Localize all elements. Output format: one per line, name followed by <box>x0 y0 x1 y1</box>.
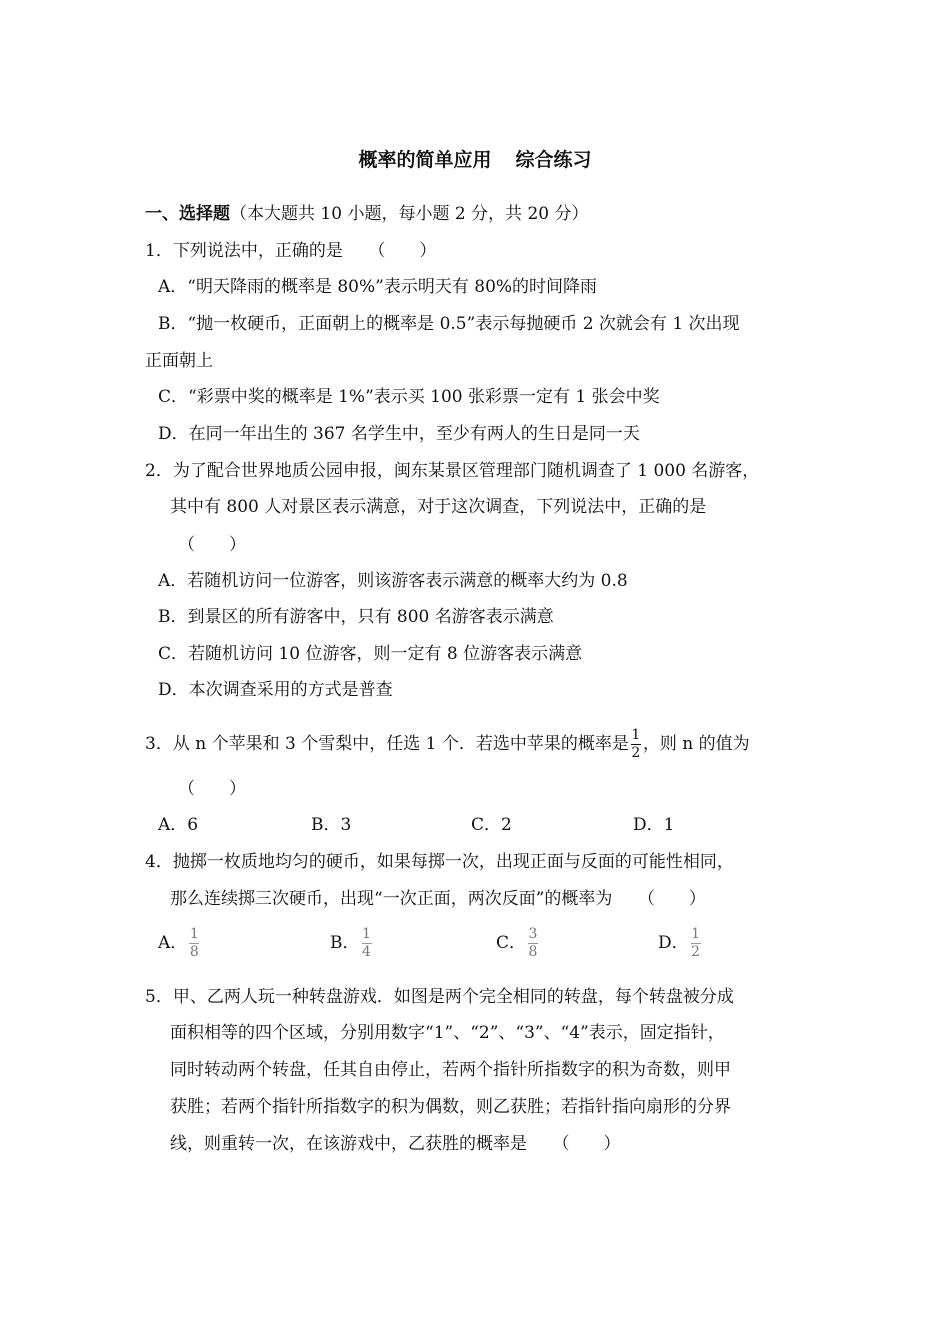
q3-option-b: B．3 <box>311 815 352 835</box>
q3-option-a: A．6 <box>158 815 199 835</box>
q4-option-b-fraction <box>362 927 372 960</box>
q2-stem-line2: 其中有 800 人对景区表示满意，对于这次调查，下列说法中，正确的是 <box>170 497 707 517</box>
page-title <box>0 150 950 170</box>
q2-option-a: A．若随机访问一位游客，则该游客表示满意的概率大约为 0.8 <box>158 571 628 591</box>
section-heading-line <box>145 204 589 224</box>
q5-stem-line2: 面积相等的四个区域，分别用数字“1”、“2”、“3”、“4”表示，固定指针， <box>170 1023 725 1043</box>
q3-stem <box>145 728 750 761</box>
q4-option-c <box>496 927 540 960</box>
q5-stem-line4: 获胜；若两个指针所指数字的积为偶数，则乙获胜；若指针指向扇形的分界 <box>170 1097 731 1117</box>
q4-stem-line1: 4．抛掷一枚质地均匀的硬币，如果每掷一次，出现正面与反面的可能性相同， <box>145 852 734 872</box>
q3-frac-num: 1 <box>631 727 641 743</box>
q2-option-d: D．本次调查采用的方式是普查 <box>158 680 393 700</box>
q4-b-den: 4 <box>362 944 371 960</box>
q1-option-d: D．在同一年出生的 367 名学生中，至少有两人的生日是同一天 <box>158 424 640 444</box>
q4-option-b-label: B． <box>330 933 360 953</box>
title-part1: 概率的简单应用 <box>358 149 492 171</box>
q4-stem-line2: 那么连续掷三次硬币，出现“一次正面，两次反面”的概率为 （ ） <box>170 889 706 909</box>
q4-option-b <box>330 927 374 960</box>
q4-a-num: 1 <box>189 926 199 942</box>
q1-option-b-line2: 正面朝上 <box>145 351 213 371</box>
q5-stem-line3: 同时转动两个转盘，任其自由停止，若两个指针所指数字的积为奇数，则甲 <box>170 1060 731 1080</box>
q4-option-a-fraction <box>189 927 199 960</box>
q4-option-d <box>658 927 703 960</box>
q5-stem-line1: 5．甲、乙两人玩一种转盘游戏．如图是两个完全相同的转盘，每个转盘被分成 <box>145 987 734 1007</box>
q4-d-num: 1 <box>691 926 701 942</box>
section-heading: 一、选择题 <box>145 204 230 224</box>
q2-option-b: B．到景区的所有游客中，只有 800 名游客表示满意 <box>158 607 554 627</box>
q2-answer-paren: （ ） <box>178 535 246 555</box>
q3-fraction <box>631 728 641 761</box>
q4-option-a <box>158 927 201 960</box>
q3-option-c: C．2 <box>471 815 512 835</box>
q2-option-c: C．若随机访问 10 位游客，则一定有 8 位游客表示满意 <box>158 644 583 664</box>
q3-option-d: D．1 <box>633 815 675 835</box>
q1-option-b-line1: B．“抛一枚硬币，正面朝上的概率是 0.5”表示每抛硬币 2 次就会有 1 次出现 <box>158 314 740 334</box>
q3-answer-paren: （ ） <box>178 779 246 799</box>
q4-c-num: 3 <box>528 926 538 942</box>
q2-stem-line1: 2．为了配合世界地质公园申报，闽东某景区管理部门随机调查了 1 000 名游客， <box>145 461 760 481</box>
section-note: （本大题共 10 小题，每小题 2 分，共 20 分） <box>230 204 589 224</box>
q4-option-c-label: C． <box>496 933 527 953</box>
q3-stem-after: ，则 n 的值为 <box>642 734 750 754</box>
q1-option-a: A．“明天降雨的概率是 80%”表示明天有 80%的时间降雨 <box>158 277 598 297</box>
q4-a-den: 8 <box>189 944 199 960</box>
q4-option-c-fraction <box>528 927 538 960</box>
q4-c-den: 8 <box>528 944 538 960</box>
q5-stem-line5: 线，则重转一次，在该游戏中，乙获胜的概率是 （ ） <box>170 1134 621 1154</box>
q4-b-num: 1 <box>362 926 371 942</box>
title-part2: 综合练习 <box>515 149 592 171</box>
q4-option-d-label: D． <box>658 933 689 953</box>
q4-option-d-fraction <box>691 927 701 960</box>
q1-stem: 1．下列说法中，正确的是 （ ） <box>145 241 437 261</box>
q1-option-c: C．“彩票中奖的概率是 1%”表示买 100 张彩票一定有 1 张会中奖 <box>158 387 660 407</box>
q3-frac-den: 2 <box>631 745 641 761</box>
q4-d-den: 2 <box>691 944 701 960</box>
q3-stem-before: 3．从 n 个苹果和 3 个雪梨中，任选 1 个．若选中苹果的概率是 <box>145 734 629 754</box>
q4-option-a-label: A． <box>158 933 188 953</box>
